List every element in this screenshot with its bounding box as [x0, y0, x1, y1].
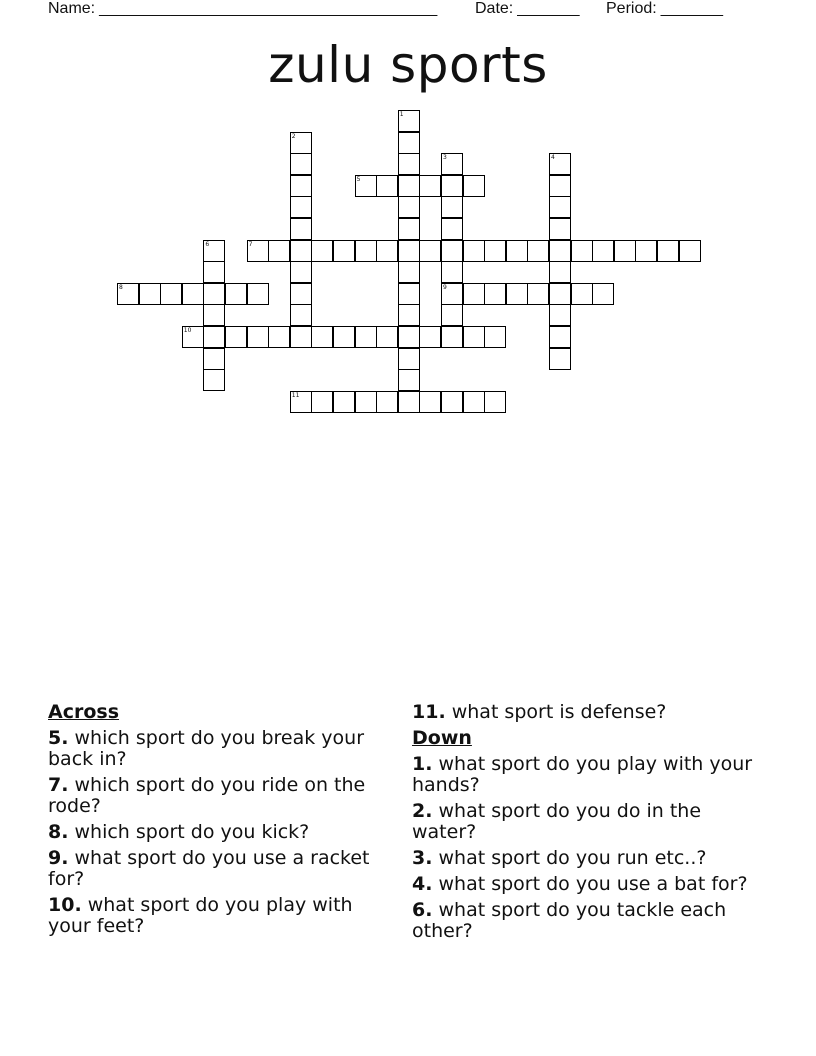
cell-number: 5	[356, 175, 361, 183]
cell-number: 10	[183, 327, 192, 334]
clue-number: 9.	[48, 847, 69, 869]
crossword-cell[interactable]	[441, 391, 463, 413]
crossword-cell[interactable]	[376, 175, 398, 197]
clue-number: 2.	[412, 800, 433, 822]
crossword-cell[interactable]	[419, 240, 441, 262]
crossword-cell[interactable]	[549, 261, 571, 283]
crossword-cell[interactable]	[441, 304, 463, 326]
cell-number: 2	[291, 132, 296, 140]
clue-text: which sport do you kick?	[74, 821, 310, 843]
crossword-cell[interactable]	[441, 283, 463, 305]
date-label: Date:	[475, 0, 514, 17]
crossword-cell[interactable]	[268, 326, 290, 348]
crossword-cell[interactable]	[592, 283, 614, 305]
crossword-cell[interactable]	[355, 326, 377, 348]
crossword-cell[interactable]	[484, 240, 506, 262]
crossword-cell[interactable]	[419, 175, 441, 197]
crossword-cell[interactable]	[333, 240, 355, 262]
clue-number: 1.	[412, 753, 433, 775]
crossword-cell[interactable]	[203, 369, 225, 391]
crossword-cell[interactable]	[290, 240, 312, 262]
cell-number: 8	[119, 283, 123, 291]
crossword-cell[interactable]	[290, 326, 312, 348]
clue-text: which sport do you break your back in?	[48, 727, 364, 770]
crossword-cell[interactable]	[247, 240, 269, 262]
crossword-cell[interactable]	[117, 283, 139, 305]
crossword-cell[interactable]	[290, 261, 312, 283]
crossword-cell[interactable]	[203, 283, 225, 305]
crossword-cell[interactable]	[268, 240, 290, 262]
crossword-cell[interactable]	[398, 283, 420, 305]
crossword-cell[interactable]	[398, 240, 420, 262]
clue-number: 5.	[48, 727, 69, 749]
crossword-cell[interactable]	[203, 304, 225, 326]
crossword-cell[interactable]	[398, 304, 420, 326]
crossword-cell[interactable]	[398, 326, 420, 348]
crossword-cell[interactable]	[463, 326, 485, 348]
cell-number: 7	[248, 240, 253, 248]
crossword-cell[interactable]	[203, 348, 225, 370]
crossword-cell[interactable]	[549, 348, 571, 370]
clue-text: what sport do you tackle each other?	[412, 899, 727, 942]
clue-number: 10.	[48, 894, 82, 916]
clue-across-11	[412, 702, 762, 723]
crossword-cell[interactable]	[355, 391, 377, 413]
period-label: Period:	[606, 0, 657, 17]
clue-across-5	[48, 728, 398, 770]
crossword-cell[interactable]	[290, 283, 312, 305]
clue-across-8	[48, 822, 398, 843]
period-blank: _______	[660, 0, 723, 17]
date-blank: _______	[517, 0, 580, 17]
clue-number: 7.	[48, 774, 69, 796]
clue-down-4	[412, 874, 762, 895]
crossword-cell[interactable]	[441, 240, 463, 262]
crossword-cell[interactable]	[398, 196, 420, 218]
crossword-cell[interactable]	[441, 196, 463, 218]
crossword-grid	[0, 0, 816, 430]
crossword-cell[interactable]	[398, 132, 420, 154]
crossword-cell[interactable]	[247, 283, 269, 305]
cell-number: 6	[205, 240, 210, 248]
crossword-cell[interactable]	[484, 326, 506, 348]
crossword-cell[interactable]	[398, 110, 420, 132]
crossword-cell[interactable]	[311, 326, 333, 348]
crossword-cell[interactable]	[549, 240, 571, 262]
crossword-cell[interactable]	[182, 283, 204, 305]
clue-number: 8.	[48, 821, 69, 843]
clue-text: what sport do you run etc..?	[438, 847, 707, 869]
crossword-cell[interactable]	[614, 240, 636, 262]
crossword-cell[interactable]	[376, 391, 398, 413]
crossword-cell[interactable]	[203, 240, 225, 262]
clue-number: 6.	[412, 899, 433, 921]
crossword-cell[interactable]	[549, 326, 571, 348]
crossword-cell[interactable]	[225, 326, 247, 348]
crossword-cell[interactable]	[549, 196, 571, 218]
crossword-cell[interactable]	[247, 326, 269, 348]
crossword-cell[interactable]	[290, 175, 312, 197]
crossword-cell[interactable]	[139, 283, 161, 305]
crossword-cell[interactable]	[592, 240, 614, 262]
clue-down-3	[412, 848, 762, 869]
down-heading: Down	[412, 727, 472, 749]
crossword-cell[interactable]	[398, 175, 420, 197]
crossword-cell[interactable]	[484, 283, 506, 305]
crossword-cell[interactable]	[333, 326, 355, 348]
across-heading: Across	[48, 701, 120, 723]
clue-text: what sport do you use a racket for?	[48, 847, 370, 890]
crossword-cell[interactable]	[441, 153, 463, 175]
clue-text: what sport do you do in the water?	[412, 800, 702, 843]
crossword-cell[interactable]	[182, 326, 204, 348]
clue-text: what sport do you use a bat for?	[438, 873, 748, 895]
crossword-cell[interactable]	[549, 218, 571, 240]
crossword-cell[interactable]	[441, 175, 463, 197]
crossword-cell[interactable]	[311, 391, 333, 413]
crossword-cell[interactable]	[376, 240, 398, 262]
page-title: zulu sports	[268, 36, 548, 94]
crossword-cell[interactable]	[419, 391, 441, 413]
crossword-cell[interactable]	[549, 175, 571, 197]
crossword-cell[interactable]	[635, 240, 657, 262]
crossword-cell[interactable]	[506, 240, 528, 262]
crossword-cell[interactable]	[311, 240, 333, 262]
crossword-cell[interactable]	[203, 326, 225, 348]
crossword-cell[interactable]	[203, 261, 225, 283]
cell-number: 3	[443, 154, 447, 162]
clue-text: what sport is defense?	[451, 701, 667, 723]
clue-down-2	[412, 801, 762, 843]
crossword-cell[interactable]	[571, 240, 593, 262]
crossword-cell[interactable]	[398, 218, 420, 240]
crossword-cell[interactable]	[463, 391, 485, 413]
crossword-cell[interactable]	[549, 283, 571, 305]
clue-across-10	[48, 895, 398, 937]
cell-number: 11	[291, 391, 300, 399]
crossword-cell[interactable]	[527, 283, 549, 305]
cell-number: 1	[399, 111, 404, 118]
crossword-cell[interactable]	[549, 153, 571, 175]
clues-right-column	[412, 702, 762, 947]
clue-text: what sport do you play with your feet?	[48, 894, 353, 937]
crossword-cell[interactable]	[441, 326, 463, 348]
crossword-cell[interactable]	[441, 218, 463, 240]
clues-left-column	[48, 702, 398, 942]
crossword-cell[interactable]	[160, 283, 182, 305]
crossword-cell[interactable]	[398, 153, 420, 175]
crossword-cell[interactable]	[441, 261, 463, 283]
clue-number: 4.	[412, 873, 433, 895]
crossword-cell[interactable]	[484, 391, 506, 413]
name-blank: ______________________________________	[99, 0, 438, 17]
crossword-cell[interactable]	[290, 391, 312, 413]
crossword-cell[interactable]	[290, 196, 312, 218]
crossword-cell[interactable]	[571, 283, 593, 305]
crossword-cell[interactable]	[398, 348, 420, 370]
crossword-cell[interactable]	[290, 132, 312, 154]
crossword-cell[interactable]	[463, 240, 485, 262]
name-label: Name:	[48, 0, 96, 17]
crossword-cell[interactable]	[225, 283, 247, 305]
crossword-cell[interactable]	[290, 218, 312, 240]
clue-across-9	[48, 848, 398, 890]
crossword-cell[interactable]	[290, 153, 312, 175]
crossword-cell[interactable]	[463, 175, 485, 197]
clue-text: what sport do you play with your hands?	[412, 753, 753, 796]
clue-across-7	[48, 775, 398, 817]
crossword-cell[interactable]	[376, 326, 398, 348]
crossword-cell[interactable]	[355, 175, 377, 197]
crossword-cell[interactable]	[398, 261, 420, 283]
crossword-cell[interactable]	[398, 369, 420, 391]
crossword-cell[interactable]	[657, 240, 679, 262]
crossword-cell[interactable]	[527, 240, 549, 262]
crossword-cell[interactable]	[355, 240, 377, 262]
clue-text: which sport do you ride on the rode?	[48, 774, 366, 817]
cell-number: 4	[551, 154, 555, 162]
cell-number: 9	[443, 283, 447, 291]
crossword-cell[interactable]	[463, 283, 485, 305]
crossword-cell[interactable]	[290, 304, 312, 326]
crossword-cell[interactable]	[398, 391, 420, 413]
clue-down-6	[412, 900, 762, 942]
crossword-cell[interactable]	[419, 326, 441, 348]
clue-number: 3.	[412, 847, 433, 869]
crossword-cell[interactable]	[333, 391, 355, 413]
crossword-cell[interactable]	[679, 240, 701, 262]
crossword-cell[interactable]	[506, 283, 528, 305]
crossword-cell[interactable]	[549, 304, 571, 326]
clue-down-1	[412, 754, 762, 796]
clue-number: 11.	[412, 701, 446, 723]
